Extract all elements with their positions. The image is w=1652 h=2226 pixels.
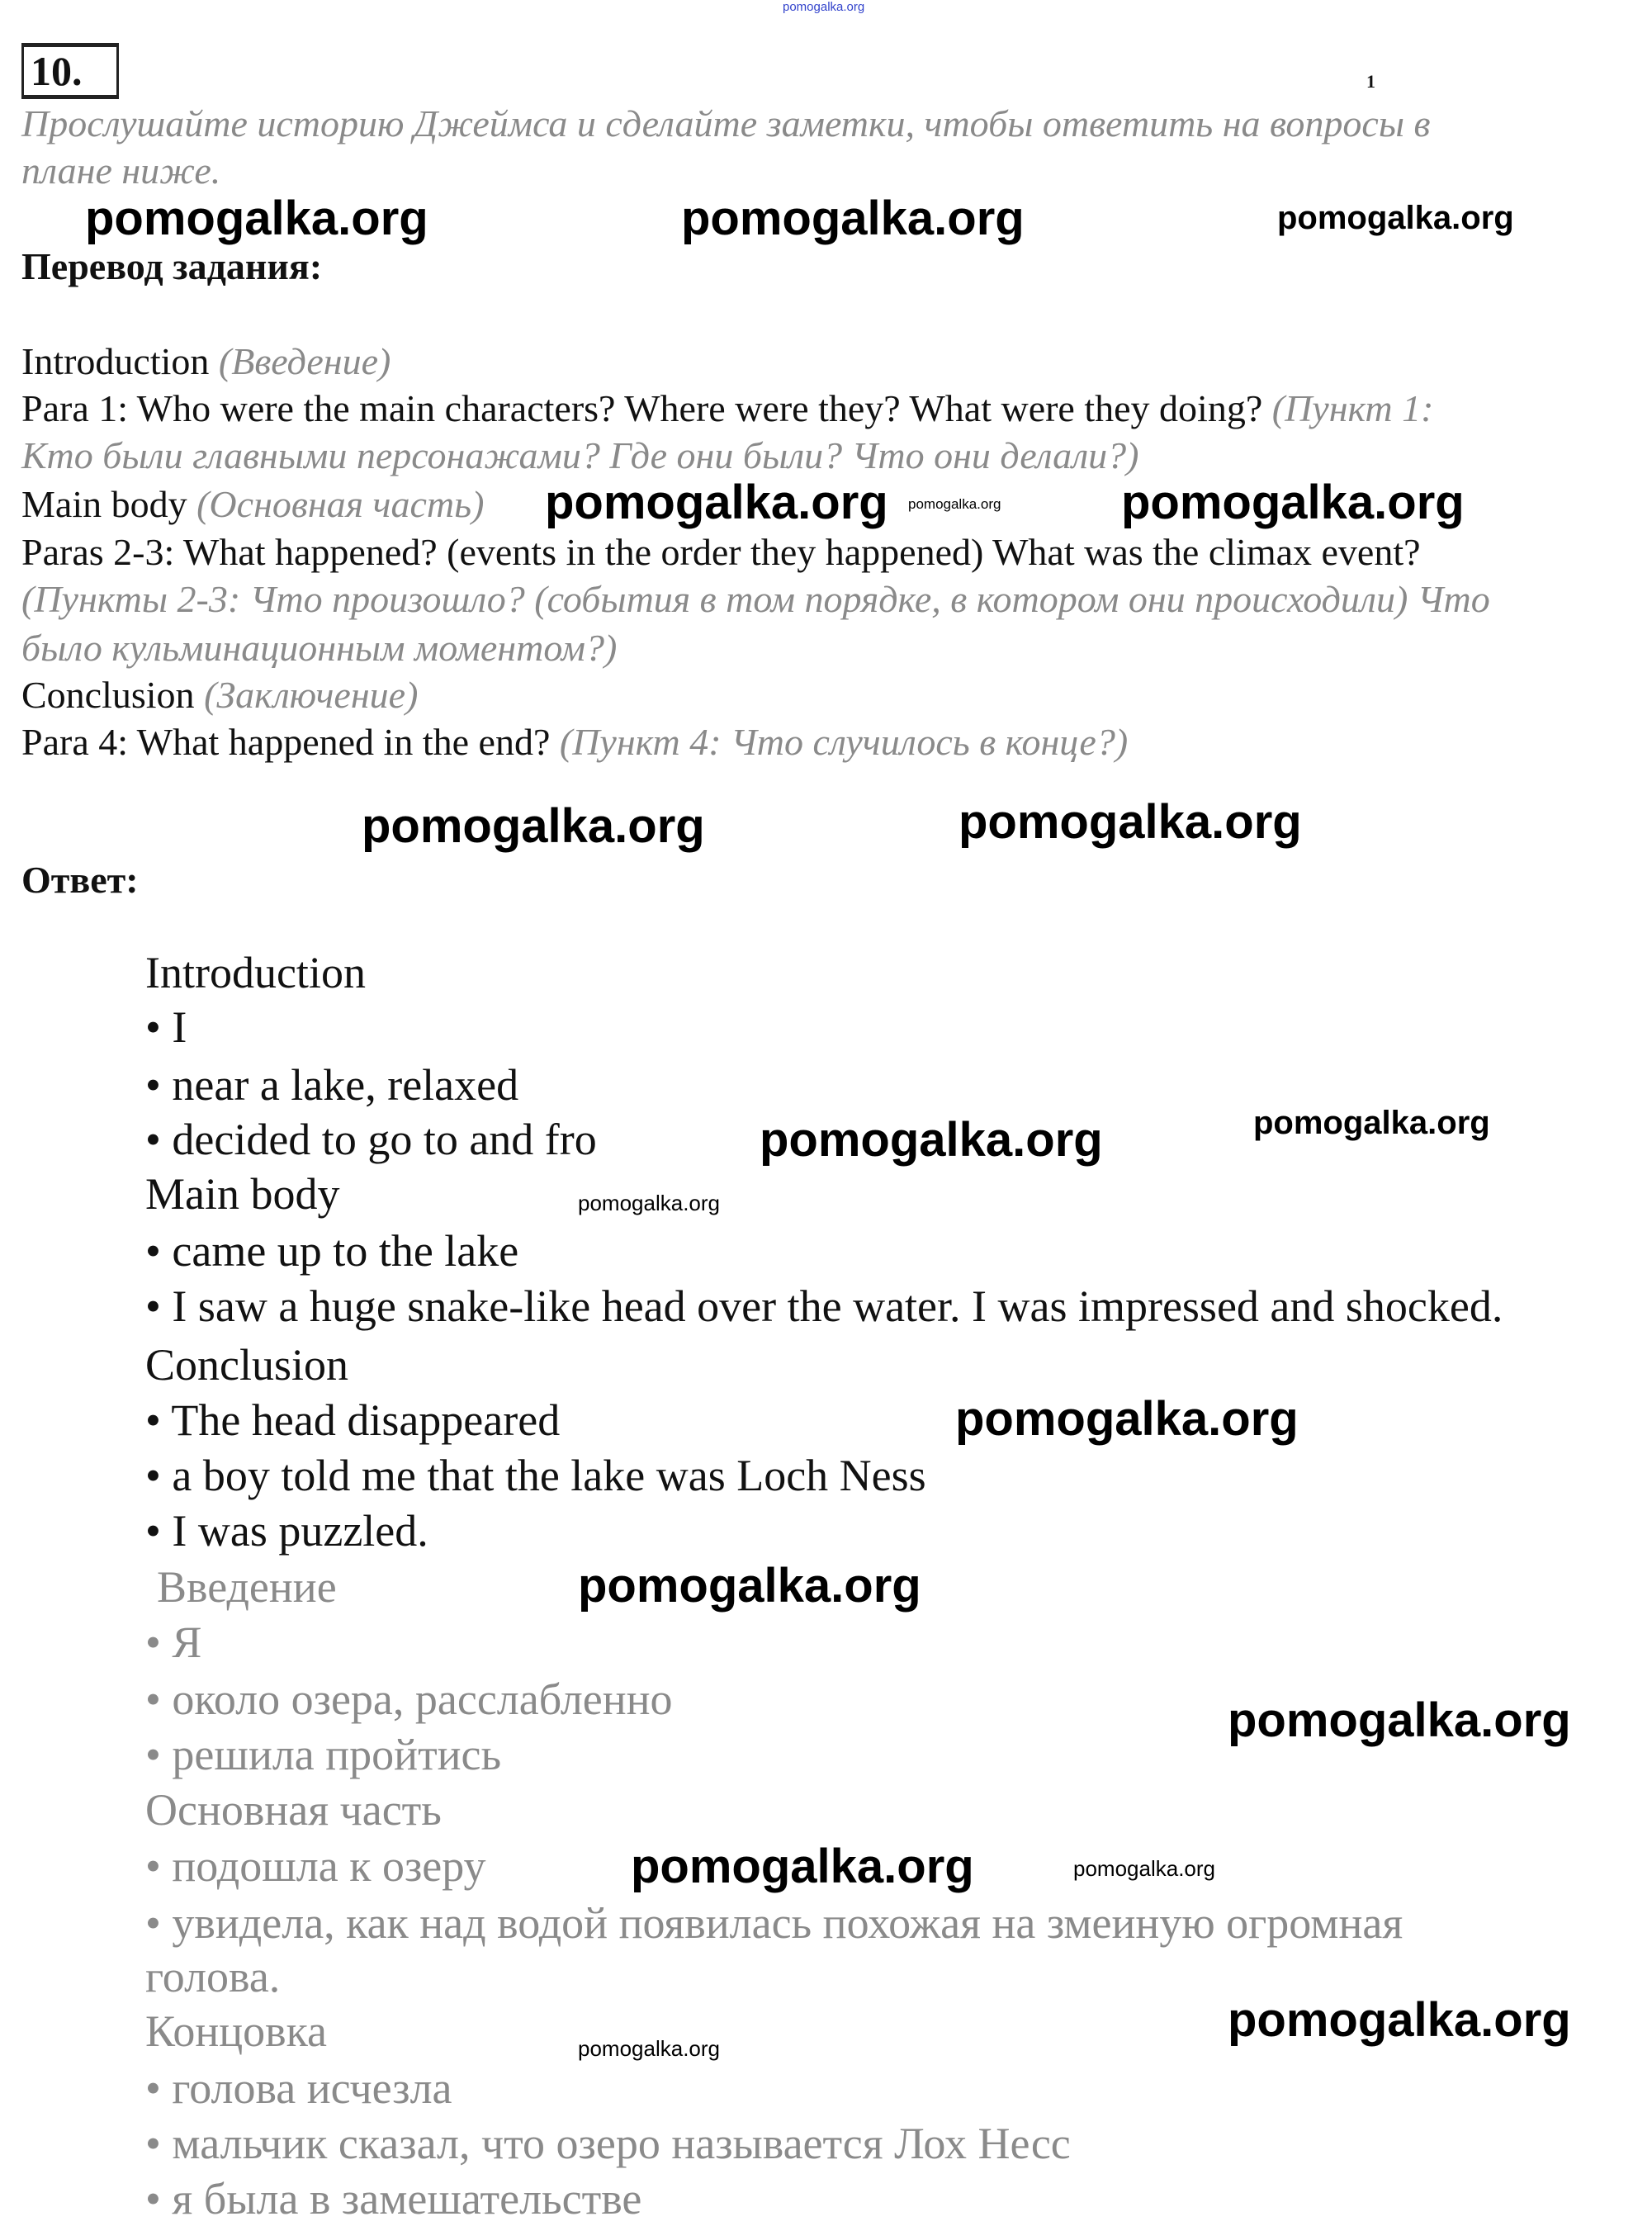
answer-intro-item: • near a lake, relaxed: [145, 1060, 519, 1110]
plan-concl-ru: (Заключение): [204, 674, 419, 716]
watermark: pomogalka.org: [955, 1392, 1299, 1446]
plan-concl-en: Conclusion: [21, 674, 195, 716]
answer-ru-intro-heading: Введение: [157, 1562, 337, 1612]
plan-paras-2-3-ru: (Пункты 2-3: Что произошло? (события в том порядке, в котором они происходили) Что: [21, 578, 1490, 620]
answer-main-item: • came up to the lake: [145, 1226, 519, 1276]
plan-paras-2-3: Paras 2-3: What happened? (events in the order they happened) What was the climax event?: [21, 531, 1421, 573]
answer-ru-main-item: • подошла к озеру: [145, 1841, 486, 1891]
answer-ru-main-heading: Основная часть: [145, 1785, 442, 1835]
stray-mark: 1: [1366, 71, 1375, 92]
answer-ru-conclusion-heading: Концовка: [145, 2006, 328, 2056]
plan-para4-en: Para 4: What happened in the end?: [21, 721, 551, 763]
watermark: pomogalka.org: [908, 496, 1001, 512]
answer-ru-conclusion-item: • я была в замешательстве: [145, 2174, 642, 2224]
answer-heading: Ответ:: [21, 859, 139, 901]
plan-introduction: [21, 339, 391, 384]
plan-intro-en: Introduction: [21, 340, 210, 382]
watermark: pomogalka.org: [578, 1559, 921, 1613]
instruction-line-1: Прослушайте историю Джеймса и сделайте заметки, чтобы ответить на вопросы в: [21, 102, 1431, 144]
answer-ru-intro-item: • решила пройтись: [145, 1730, 502, 1779]
instruction-line-2: плане ниже.: [21, 149, 221, 192]
watermark: pomogalka.org: [1228, 1993, 1571, 2047]
answer-ru-intro-item: • Я: [145, 1617, 202, 1667]
plan-para-1-ru-cont: Кто были главными персонажами? Где они были? Что они делали?): [21, 434, 1139, 476]
watermark: pomogalka.org: [1277, 200, 1514, 236]
exercise-number: 10.: [21, 43, 119, 99]
watermark: pomogalka.org: [362, 799, 705, 853]
watermark: pomogalka.org: [681, 192, 1025, 245]
plan-main-en: Main body: [21, 483, 187, 525]
watermark: pomogalka.org: [1121, 476, 1465, 529]
plan-intro-ru: (Введение): [218, 340, 391, 382]
answer-main-heading: Main body: [145, 1169, 340, 1219]
answer-ru-main-item: • увидела, как над водой появилась похожая на змеиную огромная: [145, 1898, 1403, 1948]
answer-conclusion-item: • I was puzzled.: [145, 1506, 428, 1556]
answer-ru-intro-item: • около озера, расслабленно: [145, 1674, 673, 1724]
answer-ru-main-item-cont: голова.: [145, 1952, 281, 2001]
plan-main-body: [21, 481, 484, 527]
answer-ru-conclusion-item: • мальчик сказал, что озеро называется Лох Несс: [145, 2119, 1071, 2168]
answer-conclusion-heading: Conclusion: [145, 1340, 349, 1390]
answer-conclusion-item: • The head disappeared: [145, 1395, 561, 1445]
watermark: pomogalka.org: [1073, 1856, 1215, 1881]
plan-para-1: [21, 386, 1433, 431]
answer-intro-heading: Introduction: [145, 948, 366, 997]
watermark: pomogalka.org: [578, 2036, 720, 2061]
answer-ru-conclusion-item: • голова исчезла: [145, 2063, 452, 2113]
watermark: pomogalka.org: [959, 795, 1302, 849]
watermark: pomogalka.org: [631, 1840, 974, 1893]
answer-main-item: • I saw a huge snake-like head over the water. I was impressed and shocked.: [145, 1281, 1503, 1331]
plan-main-ru: (Основная часть): [196, 483, 485, 525]
watermark: pomogalka.org: [85, 192, 428, 245]
plan-para1-ru: (Пункт 1:: [1271, 387, 1434, 429]
translation-heading: Перевод задания:: [21, 245, 323, 287]
watermark: pomogalka.org: [545, 476, 888, 529]
top-watermark: pomogalka.org: [783, 0, 865, 14]
watermark: pomogalka.org: [1253, 1105, 1490, 1141]
answer-intro-item: • I: [145, 1002, 187, 1052]
plan-conclusion: [21, 672, 418, 718]
watermark: pomogalka.org: [578, 1191, 720, 1215]
plan-para-4: [21, 719, 1128, 765]
plan-para1-en: Para 1: Who were the main characters? Where were they? What were they doing?: [21, 387, 1263, 429]
watermark: pomogalka.org: [1228, 1693, 1571, 1747]
watermark: pomogalka.org: [760, 1113, 1103, 1167]
plan-para4-ru: (Пункт 4: Что случилось в конце?): [559, 721, 1129, 763]
answer-conclusion-item: • a boy told me that the lake was Loch Ness: [145, 1451, 926, 1500]
plan-paras-2-3-ru-cont: было кульминационным моментом?): [21, 627, 618, 669]
answer-intro-item: • decided to go to and fro: [145, 1115, 597, 1164]
